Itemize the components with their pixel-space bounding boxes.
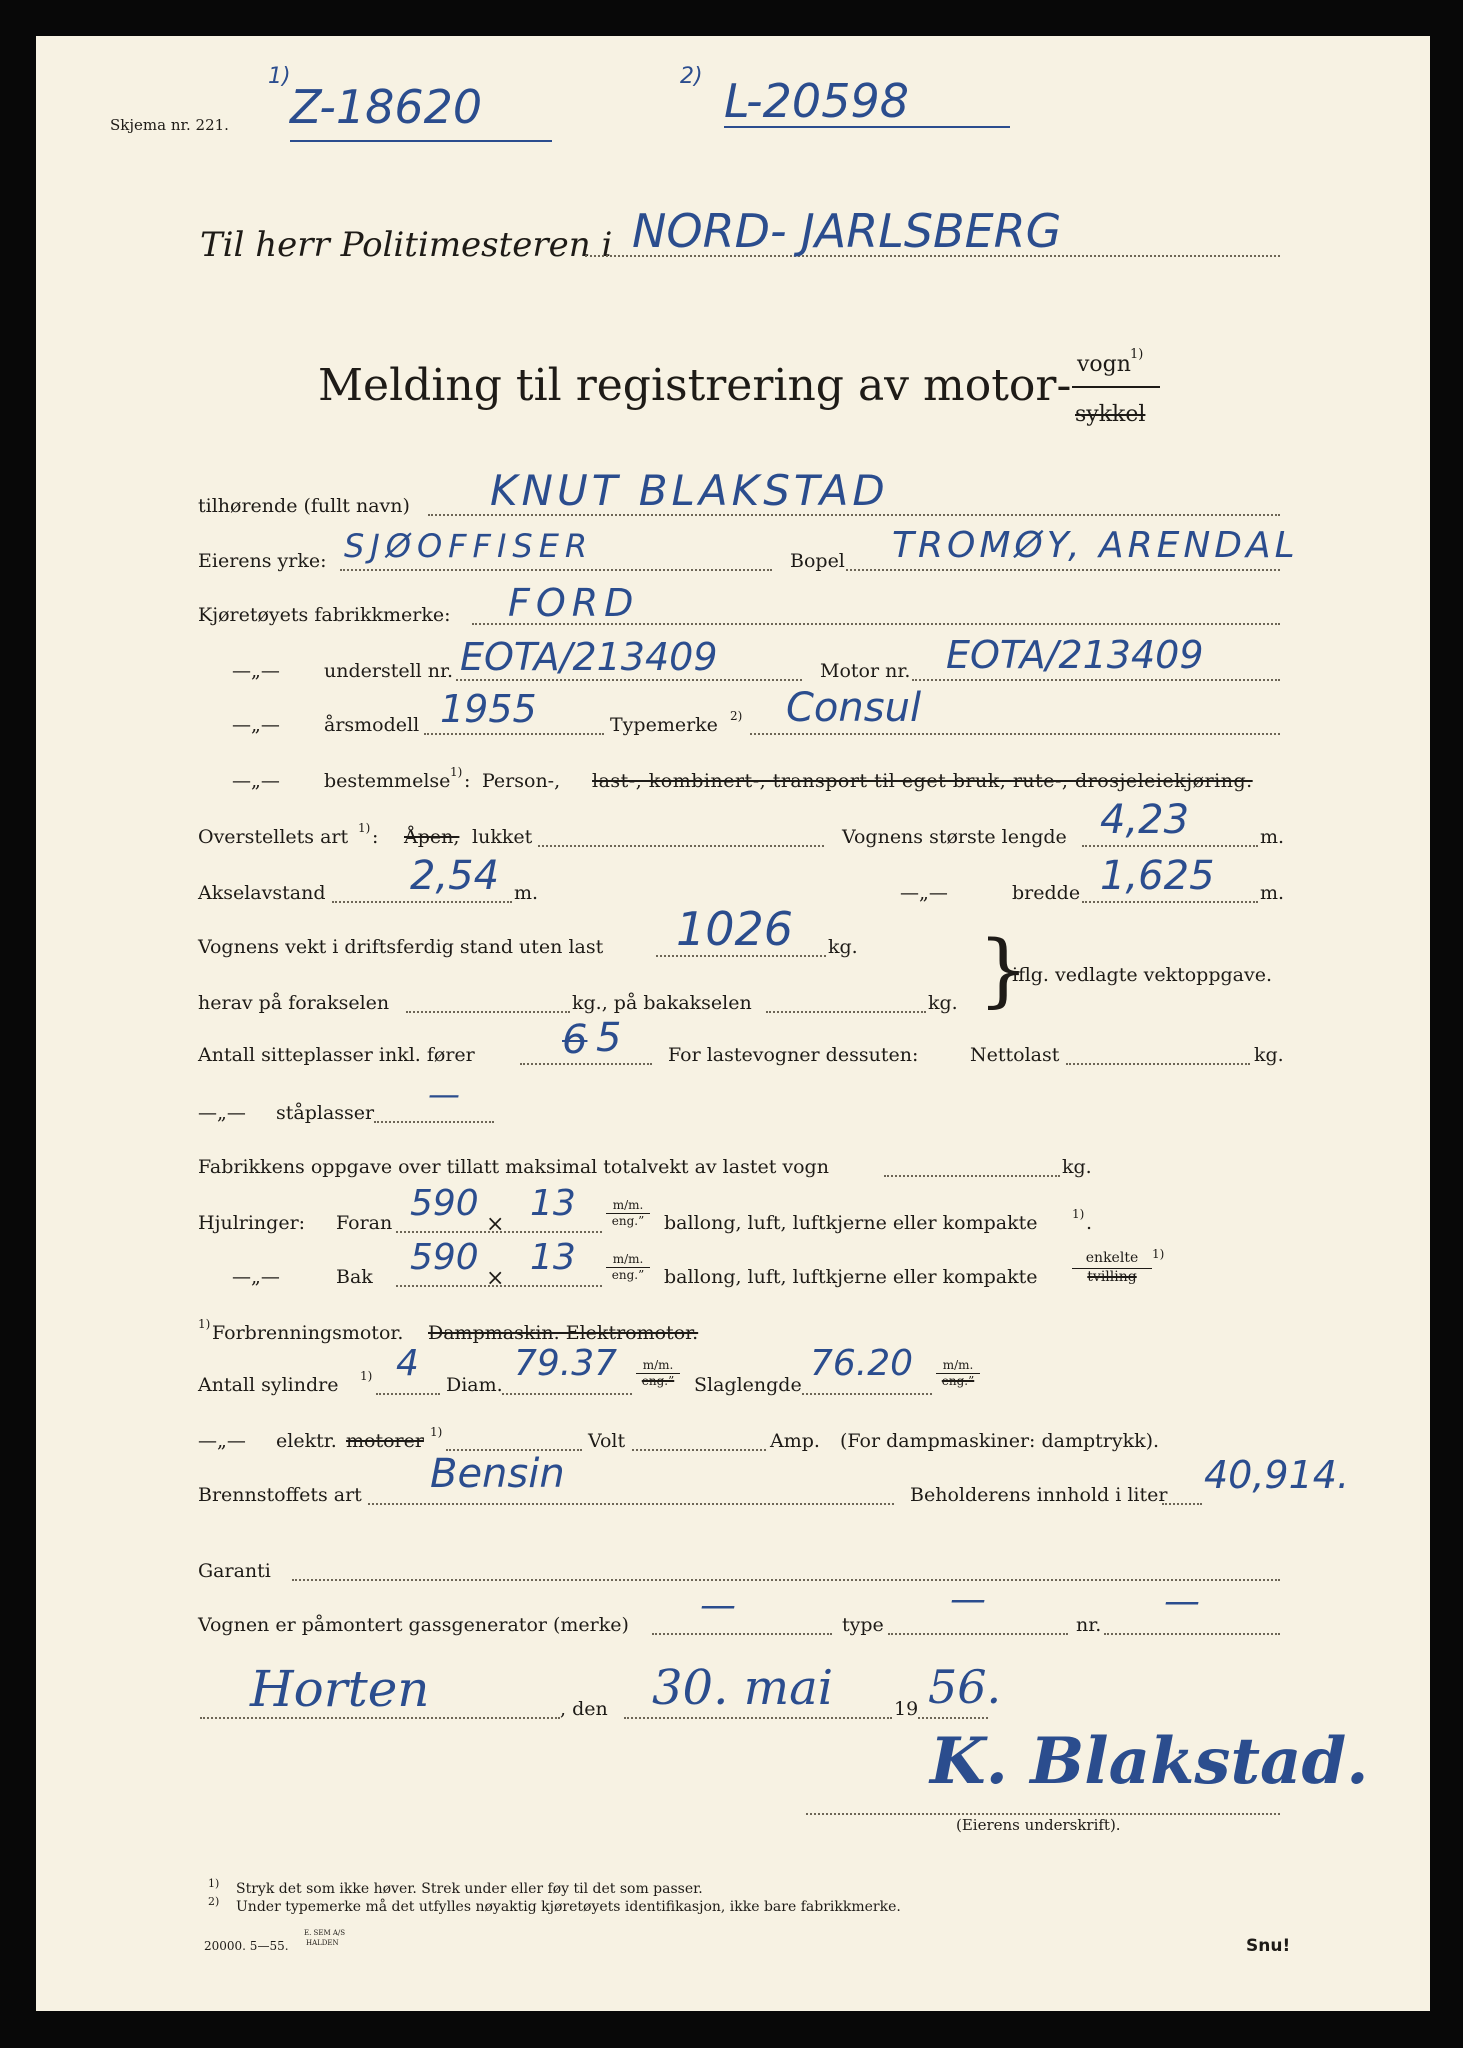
body-type-label: Overstellets art	[198, 826, 349, 848]
addressee: Til herr Politimesteren i	[200, 225, 613, 265]
place-value: Horten	[250, 1660, 430, 1718]
dotted-line	[884, 1175, 1060, 1177]
printer-name: E. SEM A/S	[304, 1929, 346, 1937]
gas-nr-value: —	[1164, 1581, 1200, 1622]
tires-label: Hjulringer:	[198, 1212, 306, 1234]
times-sign: ×	[486, 1212, 505, 1237]
sup: 1)	[1152, 1247, 1165, 1261]
weight-value: 1026	[676, 902, 794, 956]
date-prefix: , den	[560, 1698, 608, 1720]
dotted-line	[1066, 1063, 1250, 1065]
electric-label: elektr.	[276, 1430, 337, 1452]
title-sup: 1)	[1130, 347, 1144, 362]
handwritten-registration-1: Z-18620	[290, 80, 483, 134]
dotted-line	[1162, 1503, 1202, 1505]
unit-kg: kg.	[928, 992, 958, 1014]
dotted-line	[424, 733, 604, 735]
model-year-value: 1955	[440, 687, 537, 731]
fuel-value: Bensin	[430, 1451, 565, 1497]
underline-2	[724, 126, 1010, 128]
dotted-line	[652, 1633, 832, 1635]
sup: 2)	[730, 709, 743, 723]
tire-type-options: ballong, luft, luftkjerne eller kompakte	[664, 1212, 1038, 1234]
chassis-value: EOTA/213409	[460, 635, 718, 679]
gas-nr-label: nr.	[1076, 1614, 1102, 1636]
colon: :	[464, 770, 471, 792]
dotted-line	[750, 733, 1280, 735]
footnote-1-mark: 1)	[208, 1877, 220, 1890]
electric-motors-struck: motorer	[346, 1430, 424, 1452]
district-value: NORD- JARLSBERG	[632, 204, 1062, 258]
owner-signature: K. Blakstad.	[930, 1724, 1369, 1799]
handwritten-index-1: 1)	[268, 64, 291, 89]
unit-mm-eng: m/m. eng.”	[606, 1252, 650, 1283]
title-vogn: vogn	[1077, 352, 1131, 377]
bore-value: 79.37	[514, 1343, 618, 1384]
tank-value: 40,914.	[1204, 1453, 1350, 1497]
dotted-line	[340, 569, 772, 571]
seats-label: Antall sitteplasser inkl. fører	[198, 1044, 475, 1066]
dash: —„—	[900, 882, 948, 904]
footnote-1: Stryk det som ikke høver. Strek under eller føy til det som passer.	[236, 1881, 703, 1897]
dotted-line	[374, 1121, 494, 1123]
unit-kg: kg.	[1062, 1156, 1092, 1178]
make-label: Kjøretøyets fabrikkmerke:	[198, 604, 451, 626]
residence-label: Bopel	[790, 550, 845, 572]
front-tires-rim: 13	[530, 1183, 576, 1224]
gas-type-label: type	[842, 1614, 884, 1636]
sup: 1)	[360, 1369, 373, 1383]
dash: —„—	[198, 1430, 246, 1452]
front-tires-label: Foran	[336, 1212, 393, 1234]
underline-1	[290, 140, 552, 142]
printer-city: HALDEN	[306, 1939, 339, 1947]
dotted-line	[1082, 845, 1258, 847]
sup: 1)	[358, 821, 371, 835]
wheelbase-label: Akselavstand	[198, 882, 326, 904]
signature-line	[806, 1813, 1280, 1815]
title-fraction-line	[1072, 386, 1160, 388]
unit-kg: kg.	[828, 936, 858, 958]
occupation-label: Eierens yrke:	[198, 550, 327, 572]
net-load-label: Nettolast	[970, 1044, 1060, 1066]
footnote-2-mark: 2)	[208, 1895, 220, 1908]
volt-label: Volt	[588, 1430, 626, 1452]
gas-type-value: —	[950, 1579, 986, 1620]
body-type-lukket: lukket	[472, 826, 533, 848]
unit-m: m.	[1260, 882, 1285, 904]
dotted-line	[368, 1503, 894, 1505]
bore-label: Diam.	[446, 1374, 503, 1396]
body-type-apen: Åpen,	[404, 826, 460, 848]
printer-code: 20000. 5—55.	[204, 1939, 289, 1953]
stroke-label: Slaglengde	[694, 1374, 802, 1396]
truck-note-label: For lastevogner dessuten:	[668, 1044, 919, 1066]
gross-weight-label: Fabrikkens oppgave over tillatt maksimal totalvekt av lastet vogn	[198, 1156, 829, 1178]
unit-m: m.	[514, 882, 539, 904]
purpose-label: bestemmelse	[324, 770, 451, 792]
owner-label: tilhørende (fullt navn)	[198, 495, 410, 517]
footnote-2: Under typemerke må det utfylles nøyaktig kjøretøyets identifikasjon, ikke bare fabrikkmerke.	[236, 1899, 901, 1915]
unit-mm-eng: m/m. eng.”	[606, 1198, 650, 1229]
dotted-line	[502, 1393, 632, 1395]
bore-unit: m/m. eng.”	[636, 1358, 680, 1389]
form-number: Skjema nr. 221.	[110, 116, 229, 134]
amp-label: Amp.	[770, 1430, 820, 1452]
standing-value: —	[428, 1075, 460, 1113]
title-sykkel: sykkel	[1075, 402, 1146, 427]
cylinders-value: 4	[396, 1343, 419, 1384]
gas-generator-value: —	[700, 1585, 736, 1626]
dotted-line	[456, 679, 802, 681]
steam-note: (For dampmaskiner: damptrykk).	[840, 1430, 1160, 1452]
date-value: 30. mai	[652, 1660, 834, 1716]
dotted-line	[912, 679, 1280, 681]
fuel-label: Brennstoffets art	[198, 1484, 362, 1506]
residence-value: TROMØY, ARENDAL	[892, 525, 1299, 566]
type-value: Consul	[786, 685, 922, 731]
dotted-line	[888, 1633, 1068, 1635]
tank-label: Beholderens innhold i liter	[910, 1484, 1168, 1506]
dotted-line	[632, 1449, 766, 1451]
dash: —„—	[232, 660, 280, 682]
tire-type-options: ballong, luft, luftkjerne eller kompakte	[664, 1266, 1038, 1288]
length-label: Vognens største lengde	[842, 826, 1067, 848]
wheelbase-value: 2,54	[410, 853, 500, 899]
brace-bracket: }	[978, 923, 1029, 1016]
year-value: 56.	[928, 1660, 1002, 1714]
occupation-value: SJØOFFISER	[344, 527, 594, 565]
dash: —„—	[232, 714, 280, 736]
dotted-line	[766, 1011, 926, 1013]
turn-over-note: Snu!	[1246, 1936, 1291, 1956]
year-prefix: 19	[894, 1698, 919, 1720]
dotted-line	[406, 1011, 570, 1013]
colon: :	[372, 826, 379, 848]
length-value: 4,23	[1100, 797, 1190, 843]
combustion-engine: Forbrenningsmotor.	[212, 1322, 404, 1344]
cylinders-label: Antall sylindre	[198, 1374, 339, 1396]
front-tires-width: 590	[410, 1183, 479, 1224]
dotted-line	[538, 845, 824, 847]
warranty-label: Garanti	[198, 1560, 271, 1582]
dotted-line	[802, 1393, 932, 1395]
dotted-line	[332, 901, 512, 903]
sup: 1)	[430, 1425, 443, 1439]
handwritten-registration-2: L-20598	[724, 74, 909, 128]
rear-tires-label: Bak	[336, 1266, 373, 1288]
sup: 1)	[1072, 1207, 1085, 1221]
front-axle-label: herav på forakselen	[198, 992, 390, 1014]
dotted-line	[624, 1717, 892, 1719]
dotted-line	[520, 1063, 652, 1065]
standing-label: ståplasser	[276, 1102, 375, 1124]
dotted-line	[376, 1393, 440, 1395]
dotted-line	[918, 1717, 988, 1719]
period: .	[1086, 1212, 1093, 1234]
dash: —„—	[232, 770, 280, 792]
weight-label: Vognens vekt i driftsferdig stand uten last	[198, 936, 604, 958]
rear-axle-label: kg., på bakakselen	[572, 992, 752, 1014]
engine-number-value: EOTA/213409	[946, 633, 1204, 677]
sup: 1)	[198, 1317, 211, 1331]
engine-type-struck: Dampmaskin. Elektromotor.	[428, 1322, 699, 1344]
times-sign: ×	[486, 1266, 505, 1291]
signature-caption: (Eierens underskrift).	[956, 1816, 1121, 1834]
make-value: FORD	[508, 581, 640, 625]
seats-struck-value: 6	[562, 1017, 588, 1063]
width-label: bredde	[1012, 882, 1081, 904]
form-title: Melding til registrering av motor-	[318, 360, 1072, 411]
rear-tire-config: enkelte tvilling	[1072, 1250, 1152, 1286]
handwritten-index-2: 2)	[680, 64, 703, 89]
width-value: 1,625	[1100, 853, 1215, 899]
chassis-label: understell nr.	[324, 660, 454, 682]
stroke-unit: m/m. eng.”	[936, 1358, 980, 1389]
stroke-value: 76.20	[810, 1343, 914, 1384]
dotted-line	[846, 569, 1280, 571]
rear-tires-width: 590	[410, 1237, 479, 1278]
dash: —„—	[232, 1266, 280, 1288]
unit-kg: kg.	[1254, 1044, 1284, 1066]
rear-tires-rim: 13	[530, 1237, 576, 1278]
dotted-line	[1104, 1633, 1280, 1635]
engine-number-label: Motor nr.	[820, 660, 911, 682]
dash: —„—	[198, 1102, 246, 1124]
owner-value: KNUT BLAKSTAD	[490, 466, 889, 515]
weight-note: iflg. vedlagte vektoppgave.	[1012, 964, 1273, 986]
seats-value: 5	[596, 1015, 622, 1061]
model-year-label: årsmodell	[324, 714, 420, 736]
gas-generator-label: Vognen er påmontert gassgenerator (merke)	[198, 1614, 629, 1636]
sup: 1)	[450, 765, 463, 779]
purpose-person: Person-,	[482, 770, 561, 792]
dotted-line	[292, 1579, 1280, 1581]
unit-m: m.	[1260, 826, 1285, 848]
dotted-line	[1082, 901, 1258, 903]
type-label: Typemerke	[610, 714, 718, 736]
purpose-struck-options: last-, kombinert-, transport til eget bruk, rute-, drosjeleiekjøring.	[592, 770, 1253, 792]
